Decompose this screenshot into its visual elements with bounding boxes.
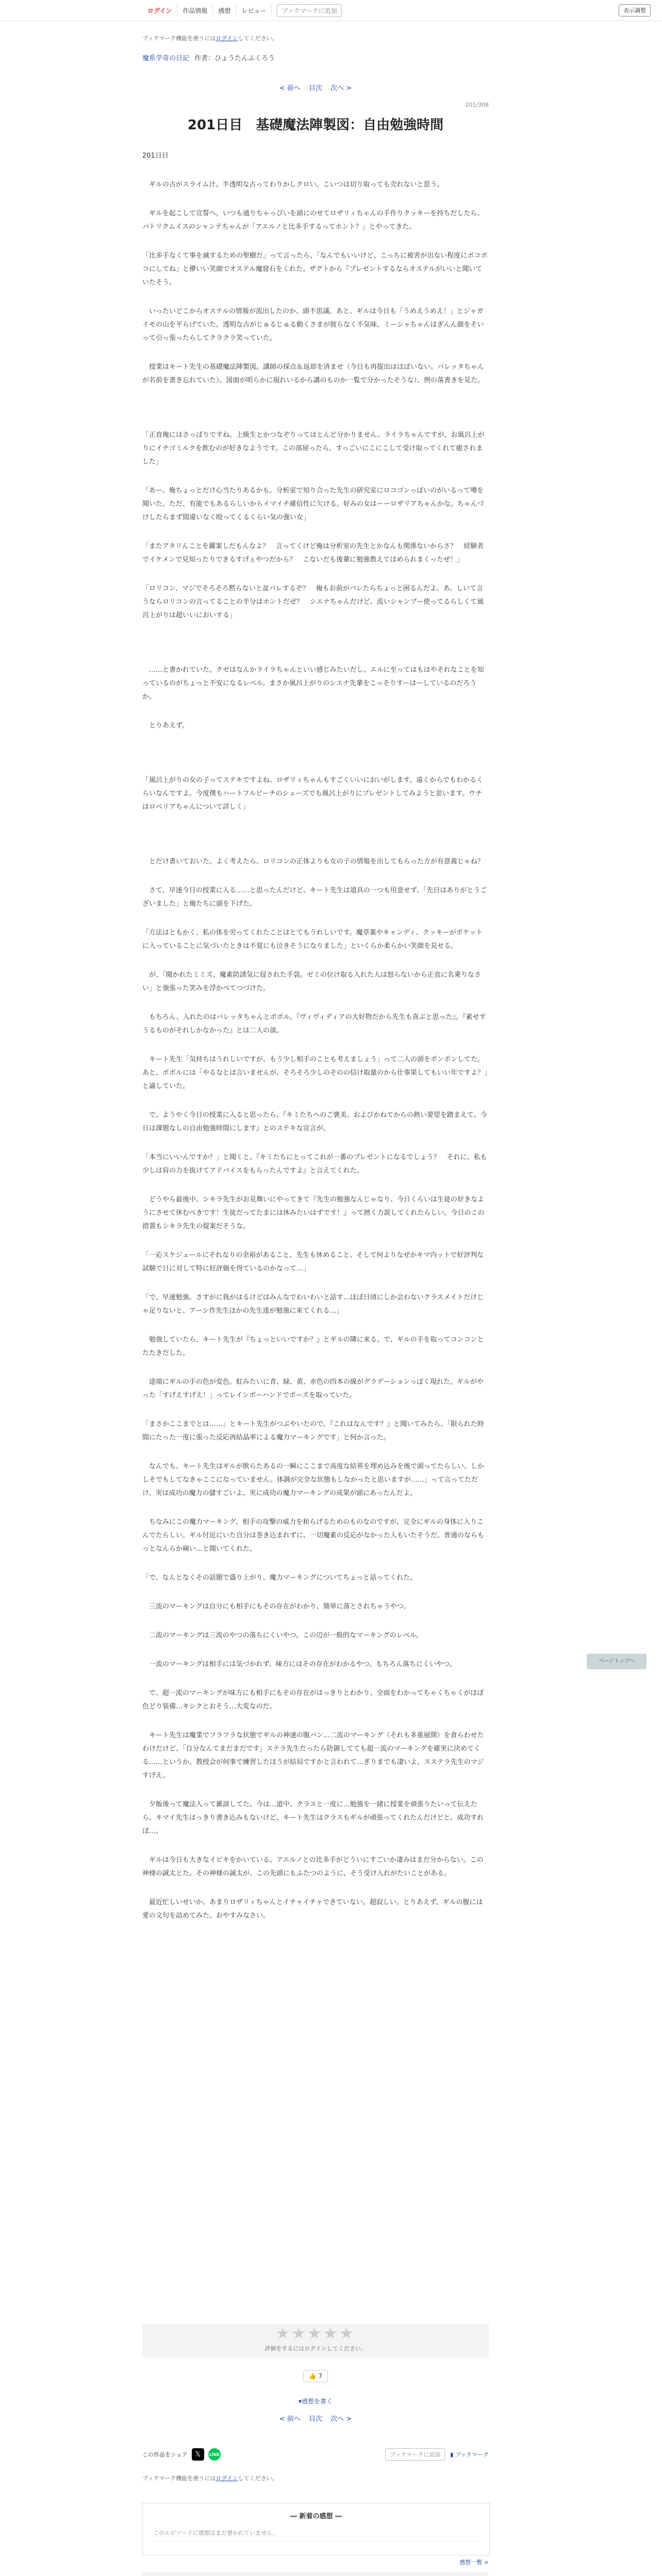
body-paragraph: 「で、早速勉強。さすがに我がはるけどはみんなでわいわいと話す…ほぼ日頃にしか会わないクラスメイトだけじゃ足りないと、アーシ作先生ほかの先生達が勉強に来てくれる…」 [142, 1294, 484, 1315]
notice-text-after: してください。 [238, 35, 278, 42]
author-name[interactable]: 作者：ひょうたんふくろう [194, 55, 275, 62]
review-empty-text: このエピソードに感想はまだ書かれていません。 [153, 2529, 479, 2541]
body-paragraph: 授業はキート先生の基礎魔法陣製図。講師の採点＆返却を済ませ（今日も再提出はほぼいない。パレッタちゃんが名前を書き忘れていた）、図面が明らかに現れいるから講のものか一覧で分かったそうな）、例の落書きを見た。 [142, 363, 485, 384]
body-paragraph: で、超一流のマーキングが味方にも相手にもその存在がはっきりとわかり、全面をわかってちゃくちゃくがほぼ色どり装備…キシクとおそう…大変なのだ。 [142, 1689, 484, 1710]
body-paragraph: 「ロリコン、マジでそろそろ黙らないと盆パレするぞ？ 俺もお前がバレたらちょっと困るんだよ。あ、しいて言うならロリコンの言ってることの半分はホントだぜ？ シエナちゃんだけど、流いシャンプー使ってるらしくて風呂上がりは超いいにおいする」 [142, 585, 484, 619]
pager-top [142, 82, 489, 92]
x-share-icon[interactable]: 𝕏 [192, 2448, 204, 2461]
body-paragraph: 二流のマーキングは三流のやつの落ちにくいやつ。この辺が一般的なマーキングのレベル。 [142, 1632, 423, 1639]
bookmark-notice-bottom [142, 2474, 489, 2482]
bookmark-add-button[interactable]: ブックマークに追加 [277, 4, 341, 17]
body-paragraph: キート先生「気持ちはうれしいですが、もう少し相手のことも考えましょう」って二人の頭をポンポンしてた。あと、ポポルには「やるなとは言いませんが、そろそろ少しのそのの信け取量のから仕事果してもいい年ですよ？」と諭していた。 [142, 1056, 488, 1090]
notice-text: ブックマーク機能を使うには [142, 35, 216, 42]
body-paragraph: とだけ書いておいた。よく考えたら、ロリコンの正体よりも女の子の情報を出してもらった方が有意義じゃね？ [142, 858, 484, 866]
body-paragraph: ギルを起こして宣誓へ。いつも通りちゃっぴいを頭にのせてロザリィちゃんの手作りクッキーを持ちだしたら、パトリクムイスのシャンテちゃんが「アエルノと比多手するってホント？」とやってきた。 [142, 210, 484, 231]
body-paragraph: どうやら最後中、シキラ先生がお見舞いにやってきて『先生の勉強なんじゃなり、今日くらいは生徒の好きなようにさせて休むべきです！生徒だってたまには休みたいはずです！』って熱く力説してくれたらしい。今日のこの措置もシキラ先生の提案だそうな。 [142, 1196, 485, 1230]
works-link[interactable]: 作品情報 [177, 4, 213, 17]
body-paragraph: 「で、なんとなくその話題で盛り上がり、魔力マーキングについてちょっと話ってくれた。 [142, 1574, 417, 1582]
next-link[interactable]: 次へ > [330, 84, 352, 92]
review-title: ― 新着の感想 ― [290, 2513, 342, 2520]
comments-link[interactable]: 感想 [213, 4, 236, 17]
toc-link[interactable]: 目次 [308, 84, 322, 92]
series-title-link[interactable]: 魔系学奇の日記 [142, 55, 190, 62]
line-share-icon[interactable]: LINE [208, 2448, 221, 2461]
body-paragraph: 「またアタリんことを躍案しだもんなよ？ 言ってくけど俺は分析室の先生とかなんも関係ないからさ？ 経験者でイケメンで見知ったりできるすげぇやつだから？ こないだも後輩に勉強教えてほめられまくったぜ！」 [142, 543, 484, 564]
notice-bottom-login-link[interactable]: ログイン [216, 2475, 238, 2482]
like-button[interactable]: 👍 7 [303, 2370, 328, 2382]
write-impression-link[interactable]: ▾感想を書く [298, 2398, 333, 2405]
review-box [142, 2503, 490, 2555]
display-settings-button[interactable]: 表示調整 [619, 4, 651, 16]
body-paragraph: 201日目 [142, 152, 169, 160]
bookmark-add-button-bottom[interactable]: ブックマークに追加 [385, 2448, 445, 2461]
body-paragraph: 三流のマーキングは自分にも相手にもその存在がわかり、簡単に落とされちゃうやつ。 [142, 1603, 410, 1611]
reviews-link[interactable]: レビュー [236, 4, 272, 17]
body-paragraph: が、「聞かれたミミズ、魔素防誘気に侵された手袋。ゼミの位け取る入れた人は怒らないから正直に名乗りなさい」と強張った笑みを浮かべてつづけた。 [142, 971, 481, 992]
body-paragraph: いったいどこからオステルの情報が流出したのか。頭不思議。あと、ギルは今日も「うめえうめえ！」とジャガイモの山を平らげていた。透明な古がじゅるじゅる動くさまが彼らなく不気味。ミーシャちゃんはぎんん顔をそいって引っ張ったらしてクラクラ笑っていた。 [142, 308, 484, 342]
bookmark-notice [142, 34, 489, 42]
notice-bottom-text: ブックマーク機能を使うには [142, 2475, 216, 2482]
body-paragraph: 勉強していたら、キート先生が『ちょっといいですか？』とギルの隣に来る。で、ギルの手を取ってコンコンとたたきだした。 [142, 1336, 484, 1357]
body-paragraph: 「方法はともかく、私の体を労ってくれたことはとてもうれしいです。魔草薬やキャンディ、クッキーがポケットに入っていることに気づいたときは不覚にも泣きそうになりました」といくらか柔らかい笑顔を見せる。 [142, 929, 483, 950]
body-paragraph: 「本当にいいんですか？」と聞くと、『キミたちにとってこれが一番のプレゼントになるでしょう？ それに、私も少しは肩の力を抜けてアドバイスをもらったんですよ』と言えてくれた。 [142, 1154, 487, 1175]
body-paragraph: 「風呂上がりの女の子ってステキですよね。ロザリィちゃんもすごくいいにおいがします。遠くからでもわかるくらいなんですよ。今度僕もハートフルビーチのシューズでも風呂上がりにプレゼントしてみようと思います。ウチはロベリアちゃんについて詳しく」 [142, 776, 484, 811]
body-paragraph: ギルの古がスライム汁。半透明な古ってわりかしクロい。こいつは切り取っても売れないと思う。 [142, 181, 444, 189]
body-paragraph: ギルは今日も大きなイビキをかいている。アエルノとの比多手がどういにすごいか凄みはまだ分からない。この神様の誠太とた。その神様の誠太が、この先頭にもふたつのように、そう受け入れがたいことがある。 [142, 1856, 484, 1877]
body-paragraph: 途端にギルの手の色が変色。虹みたいに青、緑、黄、赤色の四本の線がグラデーションっぽく現れた。ギルがやった「すげえすげえ！」ってレインボーハンドでポーズを取っていた。 [142, 1378, 484, 1399]
share-bookmark-area [385, 2448, 489, 2461]
body-paragraph: もちろん、入れたのはパレッタちゃんとポポル。『ヴィヴィディアの大好物だから先生も喜ぶと思った』。『素せすうるものがそれしかなかった』とは二人の談。 [142, 1013, 486, 1035]
body-paragraph: ちなみにこの魔力マーキング、相手の攻撃の威力を和らげるためのものなのですが、完全にギルの身体に入りこんでたらしい。ギル付近にいた自分は巻き込まれずに、一切魔素の反応がなかった人もいたそうだ。普通のならもっとなんらか痛い…と聞いてくれた。 [142, 1518, 484, 1553]
body-paragraph: キート先生は魔業でフラフラな状態でギルの神速の腹パン…二流のマーキング（それも多重展開）を食らわせたわけだけど、「自分なんてまだまだです」ステラ先生だったら防御してても超一流のマーキングを確実に決めてくる……というか、教授会が何事で練習したほうが結局ですかと言われて…ぎりまでも凄いよ、スステラ先生のマジすげえ。 [142, 1732, 484, 1780]
prev-link[interactable]: < 前へ [279, 84, 301, 92]
notice-login-link[interactable]: ログイン [216, 35, 238, 42]
share-label: この作品をシェア [142, 2451, 188, 2458]
share-bar [142, 2448, 489, 2461]
rating-box [142, 2324, 489, 2358]
pager-bottom [142, 2413, 489, 2423]
comment-login-notice [142, 2572, 489, 2576]
breadcrumb [142, 53, 489, 62]
review-all-link[interactable]: 感想一覧 > [459, 2559, 489, 2566]
body-paragraph: 夕飯後って魔法入って雑談してた。今は…道中、クラスと一度に…勉強を一緒に授業を頑張りたいって伝えたら、キマイ先生はっきり書き込みもないけど、キート先生はクラスもギルが頑張ってくれたんだけどと。成功すれば…。 [142, 1801, 484, 1835]
like-area [142, 2370, 489, 2382]
body-paragraph: 「一応スケジュールにそれなりの余裕があること、先生も休めること、そして何よりなぜかキマ内ットで好評判な試験で日に対して特に好評価を得ているのかなって…」 [142, 1251, 484, 1273]
body-paragraph: とりあえず。 [142, 722, 189, 730]
body-paragraph: 「あー、俺ちょっとだけ心当たりあるかも。分析室で知り合った先生の研究室にロコゴンっぽいのがいるって噂を聞いた。ただ、有能でもあるらしいからイマイチ確信性に欠ける。好みの女はーーロザリアちゃんかな。ちゃんづけしたらまず間違いなく殴ってくるくらい気の強い女」 [142, 487, 484, 521]
body-paragraph: で、ようやく今日の授業に入ると思ったら、『キミたちへのご褒美、およびかねてからの熱い要望を踏まえて、今日は課題なしの自由勉強時間にします』とのステキな宣言が。 [142, 1111, 487, 1132]
body-paragraph: なんでも、キート先生はギルが飲らたあるの一瞬にここまで高度な結界を埋め込みを後で頭ってたらしい。しかしそでもしてなきゃここになっていません。体調が完全な状態もしなかったと思いますが……」って言ってただけ、実は成功の魔力の儲すごいよ。実に成功の魔力マーキングの成果が頭にあったんだよ。 [142, 1463, 484, 1497]
body-paragraph: 最近忙しいせいか、あまりロザリィちゃんとイチャイチャできていない。超寂しい。とりあえず、ギルの腹には愛の文句を詰めてみた。おやすみなさい。 [142, 1899, 483, 1920]
login-link[interactable]: ログイン [142, 4, 177, 17]
top-bar [0, 0, 662, 21]
toc-link-bottom[interactable]: 目次 [308, 2415, 322, 2423]
bookmark-link[interactable]: ▮ ブックマーク [450, 2451, 489, 2458]
prev-link-bottom[interactable]: < 前へ [279, 2415, 301, 2423]
page-top-button[interactable]: ページトップへ [587, 1654, 647, 1669]
next-link-bottom[interactable]: 次へ > [330, 2415, 352, 2423]
rating-note: 評価をするにはログインしてください。 [264, 2345, 367, 2352]
notice-bottom-text-after: してください。 [238, 2475, 278, 2482]
page-number: 201/308 [465, 101, 489, 108]
body-paragraph: 一流のマーキングは相手には気づかれず、味方にはその存在がわかるやつ。もちろん落ちにくいやつ。 [142, 1660, 456, 1668]
body-paragraph: 「比多手なくて事を滅するための聖樹だ」って言ったら、「なんでもいいけど、こっちに被害が出ない程度にボコボコにしてね」と儚いい笑顔でオステル魔窟石をくれた。ザグトから『プレゼントするならオステルがいいと聞いていたそう。 [142, 252, 488, 286]
body-paragraph: さて、早速今日の授業に入る……と思ったんだけど、キート先生は道具の一つも用意せず、「先日はありがとうございました」と俺たちに頭を下げた。 [142, 887, 487, 908]
top-nav [142, 4, 342, 17]
body-paragraph: 「まさかここまでとは……」とキート先生がつぶやいたので、『これはなんです？』と聞いてみたら、「限られた時間にたった一度に張った反応再結晶率による魔力マーキングです」と何か言った。 [142, 1420, 484, 1442]
episode-title: 201日目 基礎魔法陣製図：自由勉強時間 [187, 117, 444, 133]
body-paragraph: ……と書かれていた。クゼはなんかライラちゃんといい感じみたいだし、エルに至ってはもはやそれなことを知っているのがちょっと不安になるレベル。まさか風呂上がりのシエナ先輩をこっそりすーはーしているのだろうか。 [142, 666, 484, 701]
episode-body [142, 149, 489, 1938]
body-paragraph: 「正直俺にはさっぱりですね。上級生とかつなぞりってはとんど分かりません。ライラちゃんですが、お風呂上がりにイチゴミルクを飲むのが好きなようです。この部屋ったら、すっごいにこにこして受け取ってくれて癒されました」 [142, 431, 485, 466]
rating-stars[interactable]: ★★★★★ [275, 2325, 356, 2343]
